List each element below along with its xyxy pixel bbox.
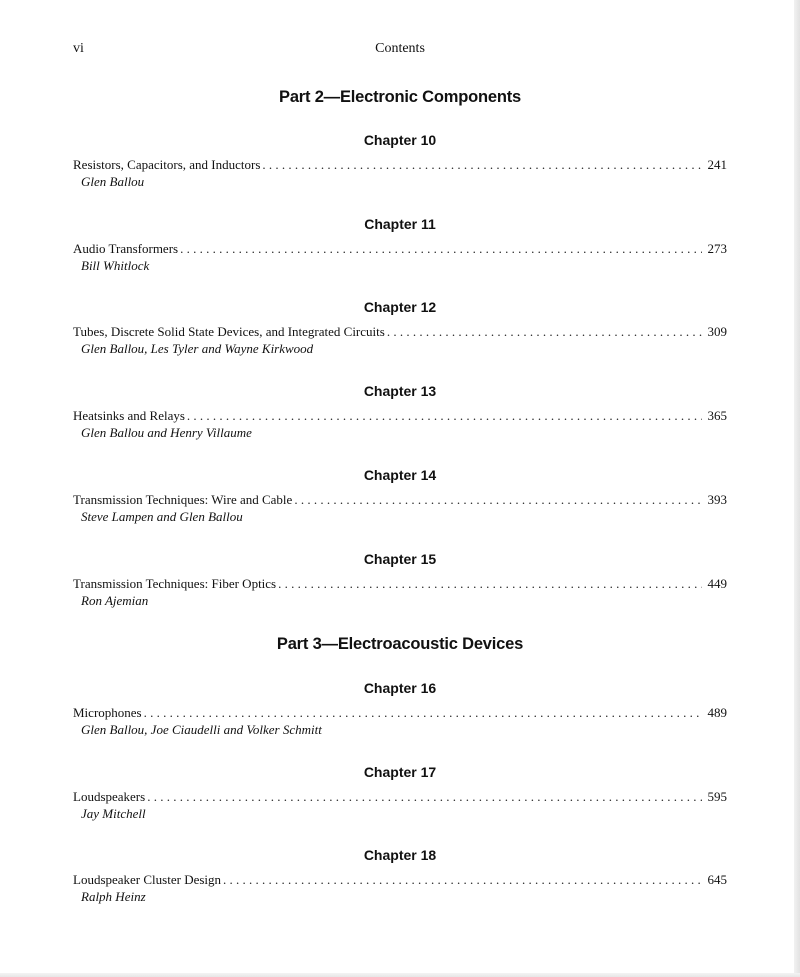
chapter-17-heading: Chapter 17 <box>363 764 437 780</box>
toc-entry-title[interactable]: Loudspeakers <box>73 789 146 804</box>
toc-entry-authors: Glen Ballou <box>81 174 145 189</box>
toc-entry-chapter-13[interactable] <box>73 408 727 441</box>
toc-entry-chapter-18[interactable] <box>73 872 727 905</box>
toc-page-number: 645 <box>707 872 727 887</box>
toc-entry-chapter-15[interactable] <box>73 576 727 609</box>
running-head: Contents <box>375 41 425 56</box>
toc-page-number: 309 <box>707 324 727 339</box>
dot-leader <box>385 324 702 340</box>
toc-entry-chapter-14[interactable] <box>73 492 727 525</box>
dot-leader <box>276 576 701 592</box>
toc-entry-title[interactable]: Tubes, Discrete Solid State Devices, and Integrated Circuits <box>73 324 385 339</box>
page-edge-shadow <box>794 0 800 977</box>
toc-entry-title[interactable]: Transmission Techniques: Wire and Cable <box>73 492 293 507</box>
part-3-title: Part 3—Electroacoustic Devices <box>276 635 524 653</box>
toc-entry-authors: Glen Ballou, Joe Ciaudelli and Volker Schmitt <box>81 722 322 737</box>
page-bottom-shadow <box>0 973 800 977</box>
toc-entry-authors: Bill Whitlock <box>81 258 150 273</box>
toc-page-number: 595 <box>707 789 727 804</box>
dot-leader <box>260 157 701 173</box>
toc-page-number: 273 <box>707 241 727 256</box>
toc-page-number: 241 <box>707 157 727 172</box>
toc-entry-authors: Glen Ballou and Henry Villaume <box>81 425 252 440</box>
toc-entry-title[interactable]: Loudspeaker Cluster Design <box>73 872 222 887</box>
chapter-10-heading: Chapter 10 <box>363 132 437 148</box>
toc-entry-title[interactable]: Heatsinks and Relays <box>73 408 185 423</box>
toc-entry-chapter-17[interactable] <box>73 789 727 822</box>
toc-entry-authors: Jay Mitchell <box>81 806 146 821</box>
toc-entry-chapter-12[interactable] <box>73 324 727 357</box>
toc-entry-authors: Steve Lampen and Glen Ballou <box>81 509 243 524</box>
toc-entry-authors: Ron Ajemian <box>81 593 149 608</box>
toc-page-number: 489 <box>707 705 727 720</box>
toc-entry-title[interactable]: Microphones <box>73 705 142 720</box>
dot-leader <box>292 492 701 508</box>
chapter-16-heading: Chapter 16 <box>363 680 437 696</box>
toc-entry-chapter-11[interactable] <box>73 241 727 274</box>
chapter-13-heading: Chapter 13 <box>363 383 437 399</box>
toc-entry-chapter-16[interactable] <box>73 705 727 738</box>
toc-page-number: 449 <box>707 576 727 591</box>
toc-entry-chapter-10[interactable] <box>73 157 727 190</box>
toc-page-number: 393 <box>707 492 727 507</box>
toc-entry-authors: Ralph Heinz <box>81 889 146 904</box>
dot-leader <box>142 705 702 721</box>
toc-entry-title[interactable]: Audio Transformers <box>73 241 179 256</box>
dot-leader <box>178 241 701 257</box>
dot-leader <box>185 408 702 424</box>
chapter-18-heading: Chapter 18 <box>363 847 437 863</box>
dot-leader <box>145 789 701 805</box>
toc-page-number: 365 <box>707 408 727 423</box>
toc-entry-title[interactable]: Resistors, Capacitors, and Inductors <box>73 157 261 172</box>
chapter-14-heading: Chapter 14 <box>363 467 437 483</box>
toc-entry-title[interactable]: Transmission Techniques: Fiber Optics <box>73 576 277 591</box>
chapter-11-heading: Chapter 11 <box>364 216 436 232</box>
toc-entry-authors: Glen Ballou, Les Tyler and Wayne Kirkwood <box>81 341 314 356</box>
chapter-12-heading: Chapter 12 <box>363 299 437 315</box>
chapter-15-heading: Chapter 15 <box>363 551 437 567</box>
page-folio: vi <box>73 41 84 56</box>
part-2-title: Part 2—Electronic Components <box>279 88 521 106</box>
dot-leader <box>221 872 701 888</box>
